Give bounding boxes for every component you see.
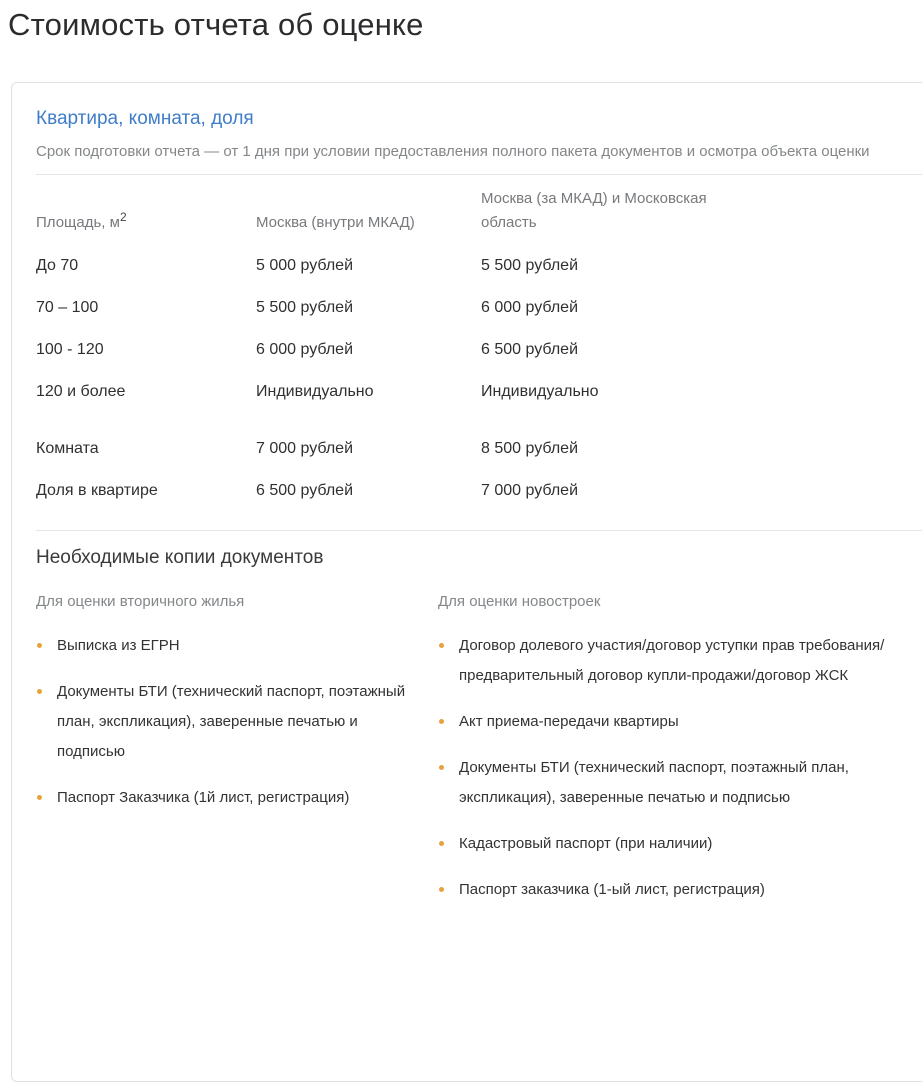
table-header-row	[36, 187, 922, 235]
document-item-text: Кадастровый паспорт (при наличии)	[459, 835, 713, 852]
category-link[interactable]: Квартира, комната, доля	[36, 108, 254, 129]
bullet-icon	[37, 689, 42, 694]
price-outside-mkad: 6 500 рублей	[481, 341, 578, 358]
bullet-icon	[439, 719, 444, 724]
document-list-item	[36, 631, 408, 661]
price-inside-mkad: 6 000 рублей	[256, 341, 353, 358]
document-item-text: Паспорт заказчика (1-ый лист, регистрация)	[459, 881, 765, 898]
price-inside-mkad: 7 000 рублей	[256, 440, 353, 457]
row-label: 100 - 120	[36, 341, 104, 358]
price-outside-mkad: Индивидуально	[481, 383, 599, 400]
column-header-moscow-inside-mkad: Москва (внутри МКАД)	[256, 214, 415, 231]
card-header	[12, 83, 922, 161]
price-table	[12, 175, 922, 530]
price-group	[36, 428, 922, 512]
row-label: Комната	[36, 440, 99, 457]
square-meter-sup: 2	[119, 210, 127, 224]
table-row	[36, 470, 922, 512]
page-title: Стоимость отчета об оценке	[8, 7, 424, 42]
price-inside-mkad: 5 000 рублей	[256, 257, 353, 274]
table-row	[36, 428, 922, 470]
document-list-item	[36, 783, 408, 813]
secondary-housing-title: Для оценки вторичного жилья	[36, 593, 245, 610]
bullet-icon	[439, 841, 444, 846]
bullet-icon	[439, 887, 444, 892]
document-list-item	[438, 753, 922, 813]
table-row	[36, 287, 922, 329]
bullet-icon	[37, 795, 42, 800]
bullet-icon	[439, 765, 444, 770]
document-list-item	[438, 875, 922, 905]
table-row	[36, 371, 922, 413]
price-inside-mkad: 6 500 рублей	[256, 482, 353, 499]
price-outside-mkad: 8 500 рублей	[481, 440, 578, 457]
row-label: До 70	[36, 257, 79, 274]
secondary-housing-list	[36, 631, 408, 813]
document-item-text: Акт приема-передачи квартиры	[459, 713, 679, 730]
price-inside-mkad: Индивидуально	[256, 383, 374, 400]
document-list-item	[438, 631, 922, 691]
document-list-item	[36, 677, 408, 767]
pricing-card	[11, 82, 922, 1082]
newbuild-list	[438, 631, 922, 905]
column-header-area: Площадь, $м^2$	[36, 210, 127, 231]
price-inside-mkad: 5 500 рублей	[256, 299, 353, 316]
bullet-icon	[37, 643, 42, 648]
documents-column-secondary	[36, 593, 408, 921]
documents-section	[12, 531, 922, 921]
document-list-item	[438, 707, 922, 737]
documents-column-newbuild	[438, 593, 922, 921]
documents-columns	[36, 593, 922, 921]
bullet-icon	[439, 643, 444, 648]
document-item-text: Договор долевого участия/договор уступки прав требования/предварительный договор купли-продажи/договор ЖСК	[459, 637, 885, 684]
table-row	[36, 329, 922, 371]
documents-heading: Необходимые копии документов	[36, 547, 324, 568]
table-row	[36, 245, 922, 287]
price-group	[36, 245, 922, 413]
table-body	[36, 245, 922, 512]
column-header-moscow-outside-mkad: Москва (за МКАД) и Московская область	[481, 190, 707, 231]
row-label: 120 и более	[36, 383, 126, 400]
preparation-note: Срок подготовки отчета — от 1 дня при условии предоставления полного пакета документов и осмотра объекта оценки	[36, 143, 870, 160]
price-outside-mkad: 6 000 рублей	[481, 299, 578, 316]
document-item-text: Документы БТИ (технический паспорт, поэтажный план, экспликация), заверенные печатью и подписью	[459, 759, 849, 806]
price-outside-mkad: 7 000 рублей	[481, 482, 578, 499]
document-item-text: Документы БТИ (технический паспорт, поэтажный план, экспликация), заверенные печатью и подписью	[57, 683, 406, 760]
newbuild-title: Для оценки новостроек	[438, 593, 601, 610]
price-outside-mkad: 5 500 рублей	[481, 257, 578, 274]
row-label: Доля в квартире	[36, 482, 158, 499]
document-item-text: Паспорт Заказчика (1й лист, регистрация)	[57, 789, 350, 806]
document-list-item	[438, 829, 922, 859]
row-label: 70 – 100	[36, 299, 99, 316]
document-item-text: Выписка из ЕГРН	[57, 637, 180, 654]
